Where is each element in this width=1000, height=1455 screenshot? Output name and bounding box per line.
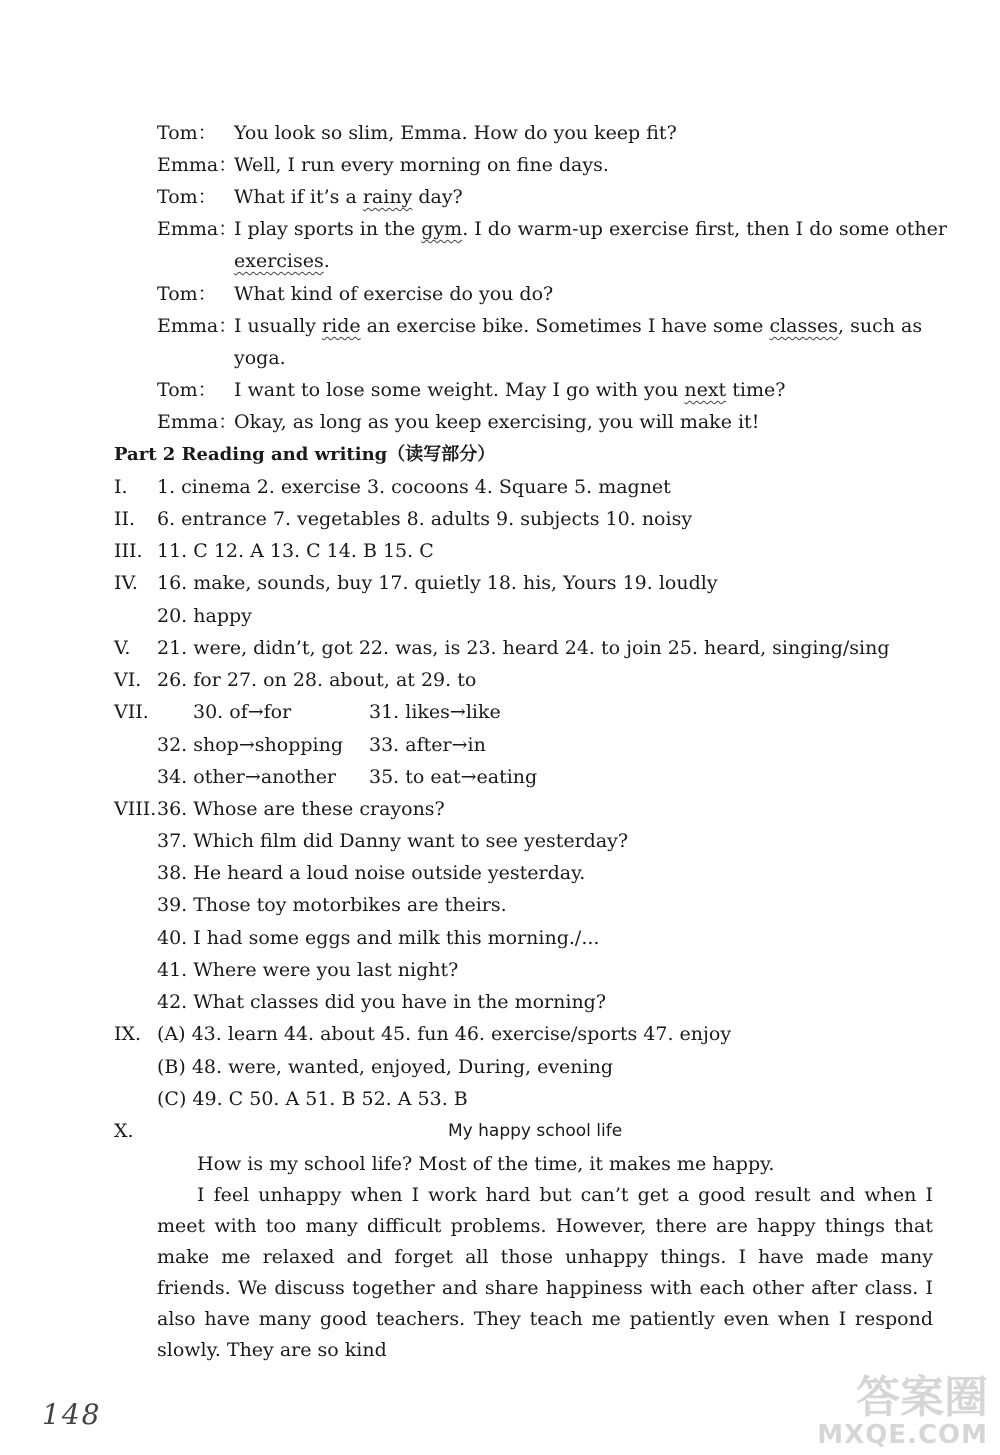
correction: 32. shop→shopping	[157, 734, 343, 756]
answer-sentence: 40. I had some eggs and milk this morning./...	[157, 927, 600, 949]
roman-numeral: V.	[114, 637, 131, 659]
underlined-word: next	[684, 379, 727, 401]
text: What if it’s a	[234, 186, 363, 208]
essay-paragraph-2: I feel unhappy when I work hard but can’t get a good result and when I meet with too many difficult problems. However, there are happy things that make me relaxed and forget all those unhappy things. I have made many friends. We discuss together and share happiness with each other after class. I also have many good teachers. They teach me patiently even when I respond slowly. They are so kind	[157, 1184, 933, 1361]
part2-heading: Part 2 Reading and writing（读写部分）	[114, 444, 496, 465]
roman-numeral: VI.	[114, 669, 142, 691]
roman-numeral: I.	[114, 476, 128, 498]
underlined-word: exercises	[234, 250, 324, 272]
answers: 16. make, sounds, buy 17. quietly 18. his, Yours 19. loudly	[157, 572, 718, 594]
text: I usually	[234, 315, 323, 337]
correction: 34. other→another	[157, 766, 337, 788]
answers: 21. were, didn’t, got 22. was, is 23. heard 24. to join 25. heard, singing/sing	[157, 637, 890, 659]
underlined-word: rainy	[362, 186, 413, 208]
speaker: Emma：	[157, 154, 238, 176]
utterance: What kind of exercise do you do?	[234, 283, 554, 305]
essay-paragraph-1: How is my school life? Most of the time, it makes me happy.	[197, 1153, 775, 1175]
text: yoga.	[234, 347, 286, 369]
section-9-b: (B) 48. were, wanted, enjoyed, During, evening	[157, 1056, 614, 1078]
text: .	[323, 250, 330, 272]
essay-title: My happy school life	[448, 1121, 623, 1141]
text: day?	[412, 186, 463, 208]
roman-numeral: VII.	[114, 701, 149, 723]
answer-sentence: 39. Those toy motorbikes are theirs.	[157, 894, 507, 916]
underlined-word: classes	[769, 315, 839, 337]
speaker: Tom：	[157, 186, 217, 208]
section-9-c: (C) 49. C 50. A 51. B 52. A 53. B	[157, 1088, 468, 1110]
watermark-logo-text: 答案圈	[856, 1372, 988, 1423]
roman-numeral: VIII.	[114, 798, 157, 820]
utterance	[234, 184, 463, 210]
dialogue-line-4-cont	[234, 248, 330, 274]
speaker: Emma：	[157, 411, 238, 433]
answers: 26. for 27. on 28. about, at 29. to	[157, 669, 477, 691]
utterance	[234, 377, 785, 403]
utterance: Well, I run every morning on fine days.	[234, 154, 609, 176]
answer-sentence: 41. Where were you last night?	[157, 959, 459, 981]
section-4-cont: 20. happy	[157, 605, 252, 627]
correction: 31. likes→like	[369, 701, 501, 723]
answer-sentence: 37. Which film did Danny want to see yesterday?	[157, 830, 629, 852]
answer-sentence: 38. He heard a loud noise outside yesterday.	[157, 862, 586, 884]
speaker: Emma：	[157, 315, 238, 337]
page-number: 148	[42, 1398, 102, 1431]
answer-sentence: 36. Whose are these crayons?	[157, 798, 445, 820]
roman-numeral: III.	[114, 540, 143, 562]
roman-numeral: X.	[114, 1120, 134, 1142]
text: I want to lose some weight. May I go with you	[234, 379, 685, 401]
answers: 11. C 12. A 13. C 14. B 15. C	[157, 540, 434, 562]
text: time?	[726, 379, 786, 401]
roman-numeral: IV.	[114, 572, 138, 594]
speaker: Emma：	[157, 218, 238, 240]
text: an exercise bike. Sometimes I have some	[360, 315, 770, 337]
answer-sentence: 42. What classes did you have in the morning?	[157, 991, 607, 1013]
underlined-word: gym	[421, 218, 463, 240]
watermark-url: MXQE.COM	[817, 1420, 988, 1450]
speaker: Tom：	[157, 379, 217, 401]
correction: 35. to eat→eating	[369, 766, 538, 788]
text: , such as	[838, 315, 923, 337]
dialogue-line-6-cont	[234, 345, 286, 371]
utterance	[234, 313, 922, 339]
answers: 6. entrance 7. vegetables 8. adults 9. subjects 10. noisy	[157, 508, 693, 530]
correction: 33. after→in	[369, 734, 486, 756]
utterance: You look so slim, Emma. How do you keep fit?	[234, 122, 677, 144]
speaker: Tom：	[157, 283, 217, 305]
speaker: Tom：	[157, 122, 217, 144]
roman-numeral: II.	[114, 508, 136, 530]
answers: (A) 43. learn 44. about 45. fun 46. exercise/sports 47. enjoy	[157, 1023, 732, 1045]
correction: 30. of→for	[193, 701, 292, 723]
text: I play sports in the	[234, 218, 422, 240]
answers: 1. cinema 2. exercise 3. cocoons 4. Square 5. magnet	[157, 476, 671, 498]
utterance	[234, 216, 947, 242]
utterance: Okay, as long as you keep exercising, you will make it!	[234, 411, 760, 433]
underlined-word: ride	[322, 315, 361, 337]
roman-numeral: IX.	[114, 1023, 142, 1045]
watermark	[817, 1372, 988, 1450]
text: . I do warm-up exercise first, then I do some other	[462, 218, 947, 240]
